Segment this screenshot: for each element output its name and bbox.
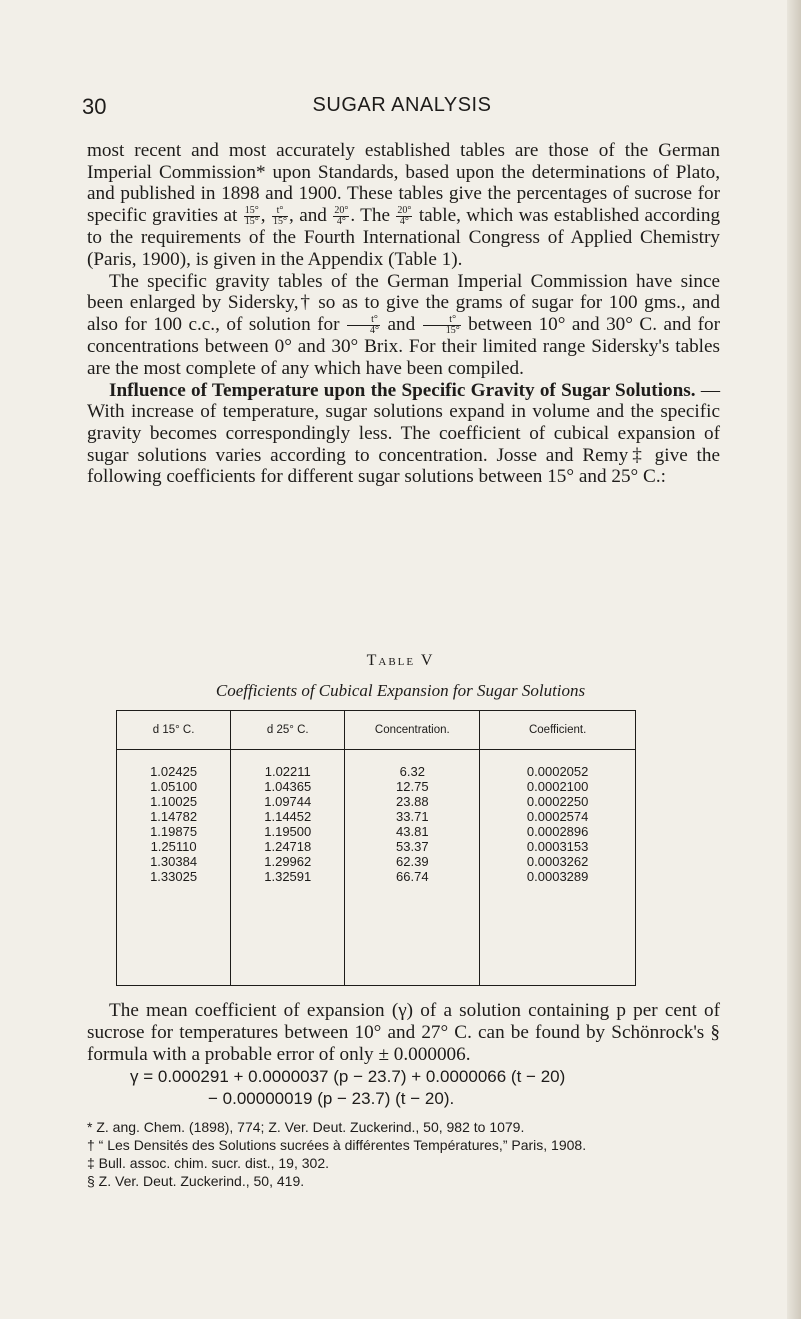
col-d15 [117,750,231,986]
table-cell: 43.81 [396,824,429,839]
col-header-d25: d 25° C. [231,711,345,750]
table-cell: 1.33025 [150,869,198,884]
fraction: $\frac{20^\circ}{4^\circ}$ [397,205,412,228]
table-cell: 0.0003289 [526,869,589,884]
table-title: Table V [366,652,435,669]
table-cell: 23.88 [396,794,429,809]
table-cell: 1.02211 [264,764,311,779]
table-cell: 0.0003153 [526,839,589,854]
table-cell: 1.30384 [150,854,198,869]
col-coefficient [480,750,636,986]
table-cell: 0.0002100 [526,779,589,794]
formula-line-1: γ = 0.000291 + 0.0000037 (p − 23.7) + 0.0000066 (t − 20) [130,1067,566,1086]
paragraph-4: The mean coefficient of expansion (γ) of a solution containing p per cent of sucrose for temperatures between 10° and 27° C. can be found by Schönrock's § formula with a probable error of only ± 0.000006. [87,1000,720,1065]
table-cell: 1.25110 [150,839,197,854]
paragraph-2: The specific gravity tables of the German Imperial Commission have since been enlarged by Sidersky,† so as to give the grams of sugar for 100 gms., and also for 100 c.c., of solution for $\frac{t^\circ}{4^\circ}$ and $\frac{t^\circ}{15^\circ}$ between 10° and 30° C. and for concentrations between 0° and 30° Brix. For their limited range Sidersky's tables are the most complete of any which have been compiled. [87,270,721,379]
running-head: SUGAR ANALYSIS [312,94,492,116]
formula-line-2: − 0.00000019 (p − 23.7) (t − 20). [208,1089,455,1108]
footnotes [87,1118,727,1190]
table-cell: 1.14452 [264,809,312,824]
footnote: ‡ Bull. assoc. chim. sucr. dist., 19, 302. [87,1155,329,1171]
col-d25 [231,750,345,986]
table-cell: 1.19500 [264,824,312,839]
table-cell: 66.74 [396,869,429,884]
col-header-concentration: Concentration. [345,711,480,750]
table-cell: 0.0003262 [526,854,589,869]
table-cell: 12.75 [396,779,429,794]
table-cell: 1.09744 [264,794,312,809]
table-cell: 53.37 [396,839,429,854]
table-cell: 1.04365 [264,779,312,794]
table-cell: 6.32 [399,764,425,779]
fraction: $\frac{20^\circ}{4^\circ}$ [334,205,349,228]
footnote: * Z. ang. Chem. (1898), 774; Z. Ver. Deut. Zuckerind., 50, 982 to 1079. [87,1119,525,1135]
table-cell: 1.19875 [150,824,198,839]
table-caption: Coefficients of Cubical Expansion for Sugar Solutions [215,681,586,700]
table-header-row [117,711,636,750]
table-cell: 62.39 [396,854,429,869]
paragraph-1: most recent and most accurately established tables are those of the German Imperial Commission* upon Standards, based upon the determinations of Plato, and published in 1898 and 1900. These tables give the percentages of sucrose for specific gravities at $\frac{15^\circ}{15^\circ}$ , $\frac{t^\circ}{15^\circ}$ , and $\frac{20^\circ}{4^\circ}$ . The $\frac{20^\circ}{4^\circ}$ table, which was established according to the requirements of the Fourth International Congress of Applied Chemistry (Paris, 1900), is given in the Appendix (Table 1). [87,140,721,270]
table-cell: 33.71 [396,809,429,824]
table-cell: 1.32591 [264,869,312,884]
table-cell: 1.29962 [264,854,312,869]
section-heading: Influence of Temperature upon the Specific Gravity of Sugar Solutions. [109,379,696,401]
footnote: § Z. Ver. Deut. Zuckerind., 50, 419. [87,1173,305,1189]
fraction: $\frac{15^\circ}{15^\circ}$ [244,205,259,228]
body-text [87,140,720,488]
table-cell: 0.0002250 [526,794,589,809]
lower-text [87,1000,720,1066]
fraction: $\frac{t^\circ}{15^\circ}$ [272,205,287,228]
fraction: $\frac{t^\circ}{15^\circ}$ [423,315,461,336]
formula [130,1066,730,1110]
paragraph-3: Influence of Temperature upon the Specific Gravity of Sugar Solutions. — With increase of temperature, sugar solutions expand in volume and the specific gravity becomes correspondingly less. The coefficient of cubical expansion of sugar solutions varies according to concentration. Josse and Remy‡ give the following coefficients for different sugar solutions between 15° and 25° C.: [87,379,721,488]
table-cell: 1.14782 [150,809,198,824]
table-body-row [117,750,636,986]
table-cell: 1.05100 [150,779,198,794]
col-concentration [345,750,480,986]
footnote: † “ Les Densités des Solutions sucrées à différentes Températures,” Paris, 1908. [87,1137,587,1153]
page-header [82,94,722,124]
expansion-table [116,710,636,986]
table-cell: 1.24718 [264,839,312,854]
table-cell: 0.0002896 [526,824,589,839]
col-header-coefficient: Coefficient. [480,711,636,750]
table-cell: 0.0002574 [526,809,589,824]
fraction: $\frac{t^\circ}{4^\circ}$ [347,315,380,336]
table-cell: 1.02425 [150,764,198,779]
page-number: 30 [82,94,107,119]
table-cell: 0.0002052 [526,764,589,779]
col-header-d15: d 15° C. [117,711,231,750]
table-cell: 1.10025 [150,794,198,809]
